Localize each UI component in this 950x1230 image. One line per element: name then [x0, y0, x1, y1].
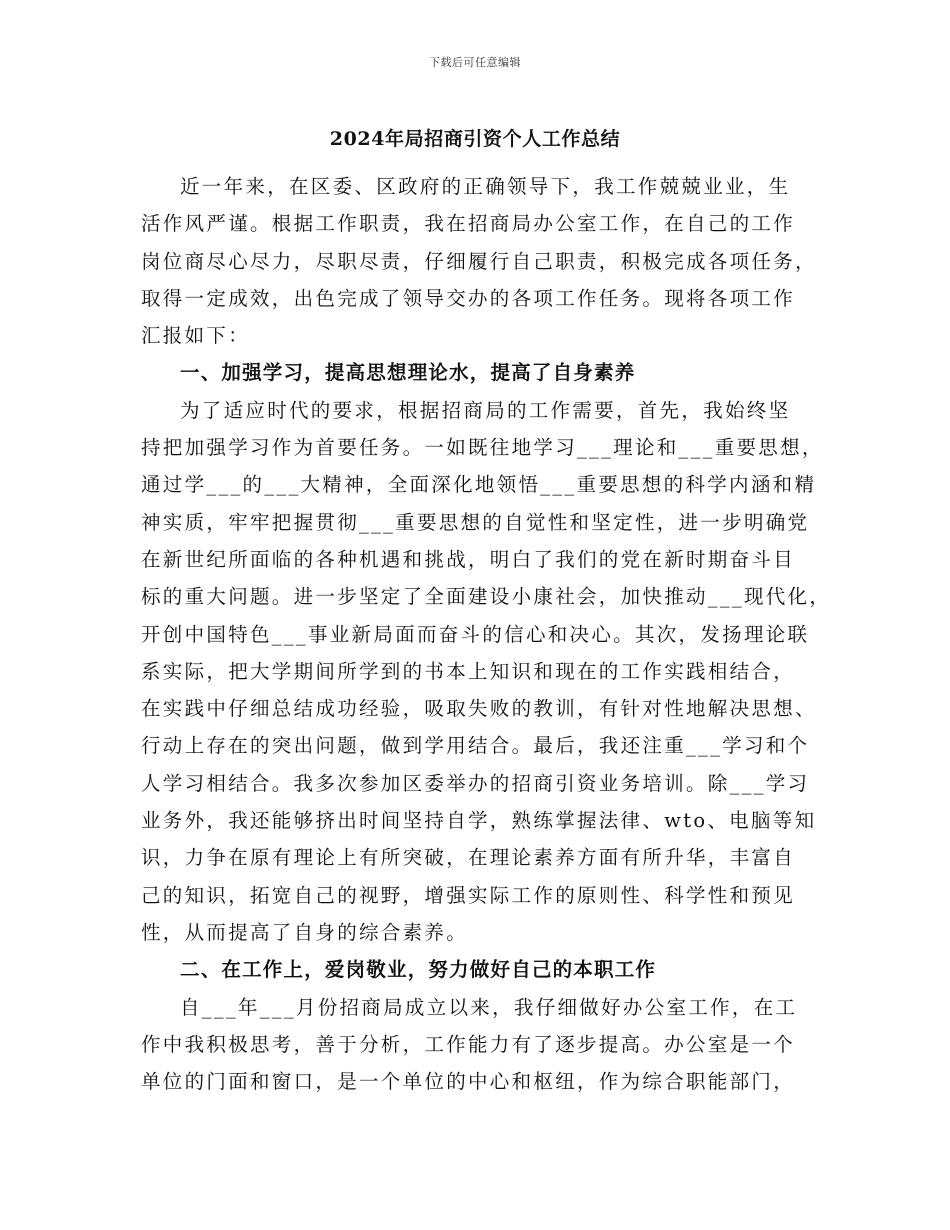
text-line: 识，力争在原有理论上有所突破，在理论素养方面有所升华，丰富自: [141, 846, 796, 870]
text-line: 为了适应时代的要求，根据招商局的工作需要，首先，我始终坚: [180, 398, 791, 422]
text-line: 在新世纪所面临的各种机遇和挑战，明白了我们的党在新时期奋斗目: [141, 547, 796, 571]
section-heading: [141, 354, 825, 391]
text-line: 通过学___的___大精神，全面深化地领悟___重要思想的科学内涵和精: [141, 473, 817, 497]
header-note: 下载后可任意编辑: [429, 56, 521, 69]
text-line: 神实质，牢牢把握贯彻___重要思想的自觉性和坚定性，进一步明确党: [141, 510, 810, 534]
text-line: 活作风严谨。根据工作职责，我在招商局办公室工作，在自己的工作: [141, 212, 796, 236]
text-line: 在实践中仔细总结成功经验，吸取失败的教训，有针对性地解决思想、: [141, 697, 817, 721]
text-line: 近一年来，在区委、区政府的正确领导下，我工作兢兢业业，生: [180, 175, 791, 198]
section-heading: [141, 951, 825, 988]
text-line: 性，从而提高了自身的综合素养。: [141, 920, 469, 944]
text-line: 单位的门面和窗口，是一个单位的中心和枢纽，作为综合职能部门，: [141, 1070, 796, 1094]
paragraph: [141, 392, 832, 951]
text-line: 开创中国特色___事业新局面而奋斗的信心和决心。其次，发扬理论联: [141, 622, 810, 646]
text-line: 业务外，我还能够挤出时间坚持自学，熟练掌握法律、wto、电脑等知: [141, 809, 817, 833]
text-line: 持把加强学习作为首要任务。一如既往地学习___理论和___重要思想，: [141, 436, 824, 460]
text-line: 行动上存在的突出问题，做到学用结合。最后，我还注重___学习和个: [141, 734, 810, 758]
text-line: 系实际，把大学期间所学到的书本上知识和现在的工作实践相结合，: [141, 659, 796, 683]
document-body: [141, 168, 832, 1100]
text-line: 作中我积极思考，善于分析，工作能力有了逐步提高。办公室是一个: [141, 1032, 796, 1056]
text-line: 人学习相结合。我多次参加区委举办的招商引资业务培训。除___学习: [141, 771, 810, 795]
text-line: 取得一定成效，出色完成了领导交办的各项工作任务。现将各项工作: [141, 286, 796, 310]
text-line: 自___年___月份招商局成立以来，我仔细做好办公室工作，在工: [180, 995, 798, 1019]
document-title: 2024年局招商引资个人工作总结: [329, 128, 621, 150]
paragraph: [141, 168, 825, 354]
text-line: 岗位商尽心尽力，尽职尽责，仔细履行自己职责，积极完成各项任务，: [141, 249, 817, 273]
paragraph: [141, 989, 825, 1101]
text-line: 一、加强学习，提高思想理论水，提高了自身素养: [180, 361, 636, 385]
text-line: 二、在工作上，爱岗敬业，努力做好自己的本职工作: [180, 958, 657, 982]
text-line: 标的重大问题。进一步坚定了全面建设小康社会，加快推动___现代化，: [141, 585, 832, 609]
text-line: 汇报如下：: [141, 324, 251, 348]
text-line: 己的知识，拓宽自己的视野，增强实际工作的原则性、科学性和预见: [141, 883, 796, 907]
